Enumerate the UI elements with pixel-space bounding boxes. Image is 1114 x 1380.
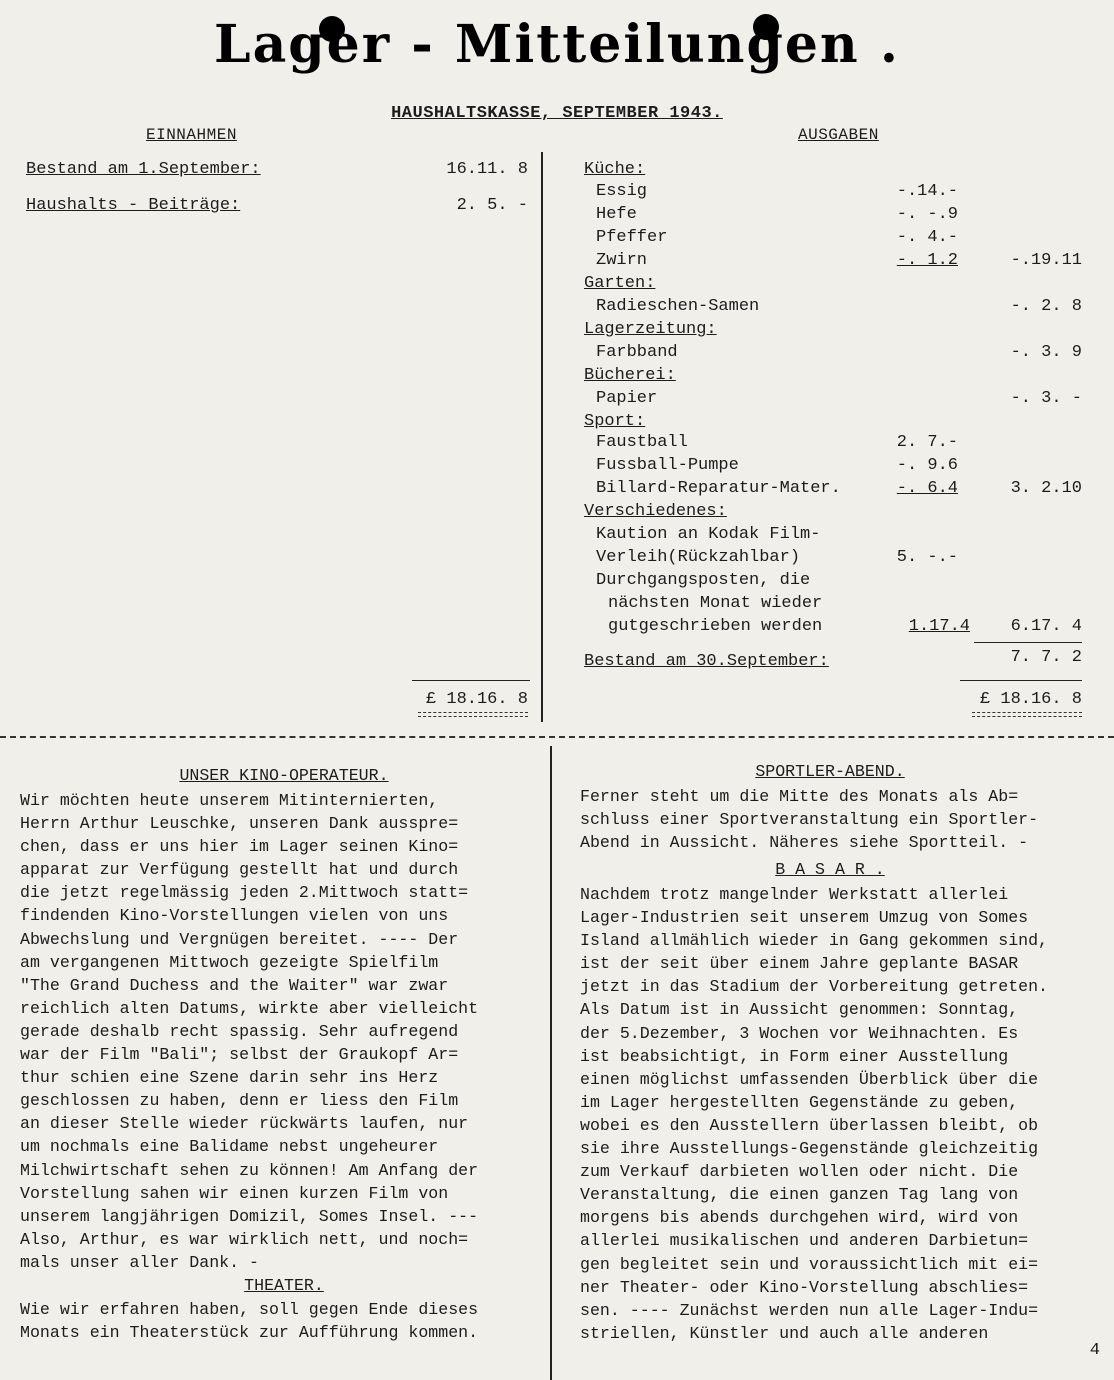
category-subtotal: 6.17. 4: [1010, 617, 1082, 636]
expense-item: Papier: [596, 389, 658, 408]
bestand-label: Bestand am 30.September:: [584, 652, 829, 671]
text-line: im Lager hergestellten Gegenstände zu geben,: [580, 1092, 1019, 1112]
expense-item: gutgeschrieben werden: [608, 617, 823, 636]
einnahmen-row-amount: 2. 5. -: [456, 196, 528, 215]
text-line: Wir möchten heute unserem Mitinternierten,: [20, 791, 439, 810]
ledger-divider: [541, 152, 543, 722]
text-line: unserem langjährigen Domizil, Somes Insel. ---: [20, 1206, 479, 1226]
expense-amount: -. 1.2: [896, 251, 958, 270]
expense-item: Kaution an Kodak Film-: [596, 525, 821, 544]
text-line: jetzt in das Stadium der Vorbereitung getreten.: [580, 977, 1049, 997]
text-line: thur schien eine Szene darin sehr ins Herz: [20, 1068, 439, 1088]
theater-article: [20, 1298, 478, 1344]
expense-item: Billard-Reparatur-Mater.: [596, 479, 841, 498]
text-line: Ferner steht um die Mitte des Monats als Ab=: [580, 787, 1019, 806]
text-line: einen möglichst umfassenden Überblick über die: [580, 1069, 1039, 1089]
text-line: an dieser Stelle wieder rückwärts laufen, nur: [20, 1114, 469, 1134]
expense-item: Essig: [596, 182, 648, 201]
einnahmen-total: £ 18.16. 8: [425, 690, 528, 709]
bestand-amount: 7. 7. 2: [1010, 648, 1082, 667]
sportler-heading: SPORTLER-ABEND.: [755, 762, 905, 781]
text-line: reichlich alten Datums, wirkte aber vielleicht: [20, 998, 479, 1018]
ausgaben-heading: AUSGABEN: [798, 126, 879, 144]
expense-amount: 1.17.4: [908, 617, 970, 636]
text-line: Nachdem trotz mangelnder Werkstatt allerlei: [580, 885, 1009, 904]
text-line: die jetzt regelmässig jeden 2.Mittwoch statt=: [20, 883, 469, 903]
ausgaben-total-double-rule: [972, 712, 1082, 717]
basar-article: [580, 883, 1048, 1345]
text-line: ist der seit über einem Jahre geplante BASAR: [580, 954, 1019, 974]
section-divider: [0, 736, 1114, 738]
expense-item: Pfeffer: [596, 228, 668, 247]
expense-item: Radieschen-Samen: [596, 297, 760, 316]
text-line: Also, Arthur, es war wirklich nett, und noch=: [20, 1229, 469, 1249]
einnahmen-row-amount: 16.11. 8: [446, 160, 528, 179]
text-line: schluss einer Sportveranstaltung ein Sportler-: [580, 810, 1039, 830]
text-line: Veranstaltung, die einen ganzen Tag lang von: [580, 1185, 1019, 1205]
einnahmen-heading: EINNAHMEN: [146, 126, 237, 144]
text-line: Wie wir erfahren haben, soll gegen Ende dieses: [20, 1300, 479, 1319]
theater-heading: THEATER.: [244, 1276, 324, 1295]
expense-amount: 5. -.-: [896, 548, 958, 567]
category-kueche: Küche:: [584, 160, 646, 179]
category-subtotal: -. 3. 9: [1010, 343, 1082, 362]
text-line: Abwechslung und Vergnügen bereitet. ---- Der: [20, 929, 459, 949]
text-line: geschlossen zu haben, denn er liess den Film: [20, 1091, 459, 1111]
page-title: Lager - Mitteilungen .: [214, 14, 900, 75]
text-line: Milchwirtschaft sehen zu können! Am Anfang der: [20, 1160, 479, 1180]
einnahmen-row-label: Bestand am 1.September:: [26, 160, 261, 179]
expense-amount: -.14.-: [896, 182, 958, 201]
expense-item: Verleih(Rückzahlbar): [596, 548, 801, 567]
category-garten: Garten:: [584, 274, 656, 293]
text-line: Als Datum ist in Aussicht genommen: Sonntag,: [580, 1000, 1019, 1020]
ausgaben-total: £ 18.16. 8: [979, 690, 1082, 709]
einnahmen-total-rule: [412, 680, 530, 681]
text-line: zum Verkauf darbieten wollen oder nicht. Die: [580, 1162, 1019, 1182]
text-line: gen begleitet sein und voraussichtlich mit ei=: [580, 1254, 1039, 1274]
text-line: morgens bis abends durchgehen wird, wird von: [580, 1208, 1019, 1228]
kino-heading: UNSER KINO-OPERATEUR.: [179, 766, 389, 785]
text-line: Monats ein Theaterstück zur Aufführung kommen.: [20, 1323, 479, 1343]
expense-amount: -. 6.4: [896, 479, 958, 498]
basar-heading: B A S A R .: [775, 860, 885, 879]
expense-item: Fussball-Pumpe: [596, 456, 739, 475]
page-number: 4: [1089, 1341, 1100, 1360]
bestand-rule: [974, 642, 1082, 643]
text-line: ner Theater- oder Kino-Vorstellung abschlies=: [580, 1277, 1029, 1297]
expense-amount: 2. 7.-: [896, 433, 958, 452]
text-line: apparat zur Verfügung gestellt hat und durch: [20, 860, 459, 880]
category-subtotal: -. 2. 8: [1010, 297, 1082, 316]
category-verschiedenes: Verschiedenes:: [584, 502, 727, 521]
text-line: ist beabsichtigt, in Form einer Ausstellung: [580, 1046, 1009, 1066]
text-line: mals unser aller Dank. -: [20, 1252, 259, 1272]
text-line: Lager-Industrien seit unserem Umzug von Somes: [580, 908, 1029, 928]
ledger-subtitle: HAUSHALTSKASSE, SEPTEMBER 1943.: [391, 104, 723, 123]
category-subtotal: -.19.11: [1010, 251, 1082, 270]
text-line: sen. ---- Zunächst werden nun alle Lager-Indu=: [580, 1300, 1039, 1320]
text-line: der 5.Dezember, 3 Wochen vor Weihnachten. Es: [580, 1023, 1019, 1043]
sportler-article: [580, 785, 1038, 854]
article-divider: [550, 746, 552, 1380]
text-line: Vorstellung sahen wir einen kurzen Film von: [20, 1183, 449, 1203]
text-line: war der Film "Bali"; selbst der Graukopf Ar=: [20, 1045, 459, 1065]
expense-item: Faustball: [596, 433, 688, 452]
expense-item: nächsten Monat wieder: [608, 594, 823, 613]
expense-item: Hefe: [596, 205, 637, 224]
expense-amount: -. 4.-: [896, 228, 958, 247]
text-line: am vergangenen Mittwoch gezeigte Spielfilm: [20, 952, 439, 972]
category-lagerzeitung: Lagerzeitung:: [584, 320, 717, 339]
category-subtotal: -. 3. -: [1010, 389, 1082, 408]
expense-amount: -. 9.6: [896, 456, 958, 475]
text-line: Herrn Arthur Leuschke, unseren Dank ausspre=: [20, 814, 459, 834]
text-line: findenden Kino-Vorstellungen vielen von uns: [20, 906, 449, 926]
einnahmen-total-double-rule: [418, 712, 528, 717]
einnahmen-row-label: Haushalts - Beiträge:: [26, 196, 241, 215]
text-line: wobei es den Ausstellern überlassen bleibt, ob: [580, 1115, 1039, 1135]
expense-item: Farbband: [596, 343, 678, 362]
text-line: striellen, Künstler und auch alle anderen: [580, 1323, 989, 1343]
text-line: allerlei musikalischen und anderen Darbietun=: [580, 1231, 1029, 1251]
text-line: "The Grand Duchess and the Waiter" war zwar: [20, 975, 449, 995]
text-line: Abend in Aussicht. Näheres siehe Sportteil. -: [580, 833, 1029, 853]
text-line: gerade deshalb recht spassig. Sehr aufregend: [20, 1021, 459, 1041]
expense-item: Zwirn: [596, 251, 648, 270]
kino-article: [20, 789, 478, 1274]
category-sport: Sport:: [584, 412, 646, 431]
expense-item: Durchgangsposten, die: [596, 571, 811, 590]
ausgaben-total-rule: [960, 680, 1082, 681]
text-line: sie ihre Ausstellungs-Gegenstände gleichzeitig: [580, 1139, 1039, 1159]
expense-amount: -. -.9: [896, 205, 958, 224]
text-line: Island allmählich wieder in Gang gekommen sind,: [580, 931, 1049, 951]
category-buecherei: Bücherei:: [584, 366, 676, 385]
category-subtotal: 3. 2.10: [1010, 479, 1082, 498]
text-line: um nochmals eine Balidame nebst ungeheurer: [20, 1137, 439, 1157]
text-line: chen, dass er uns hier im Lager seinen Kino=: [20, 837, 459, 857]
